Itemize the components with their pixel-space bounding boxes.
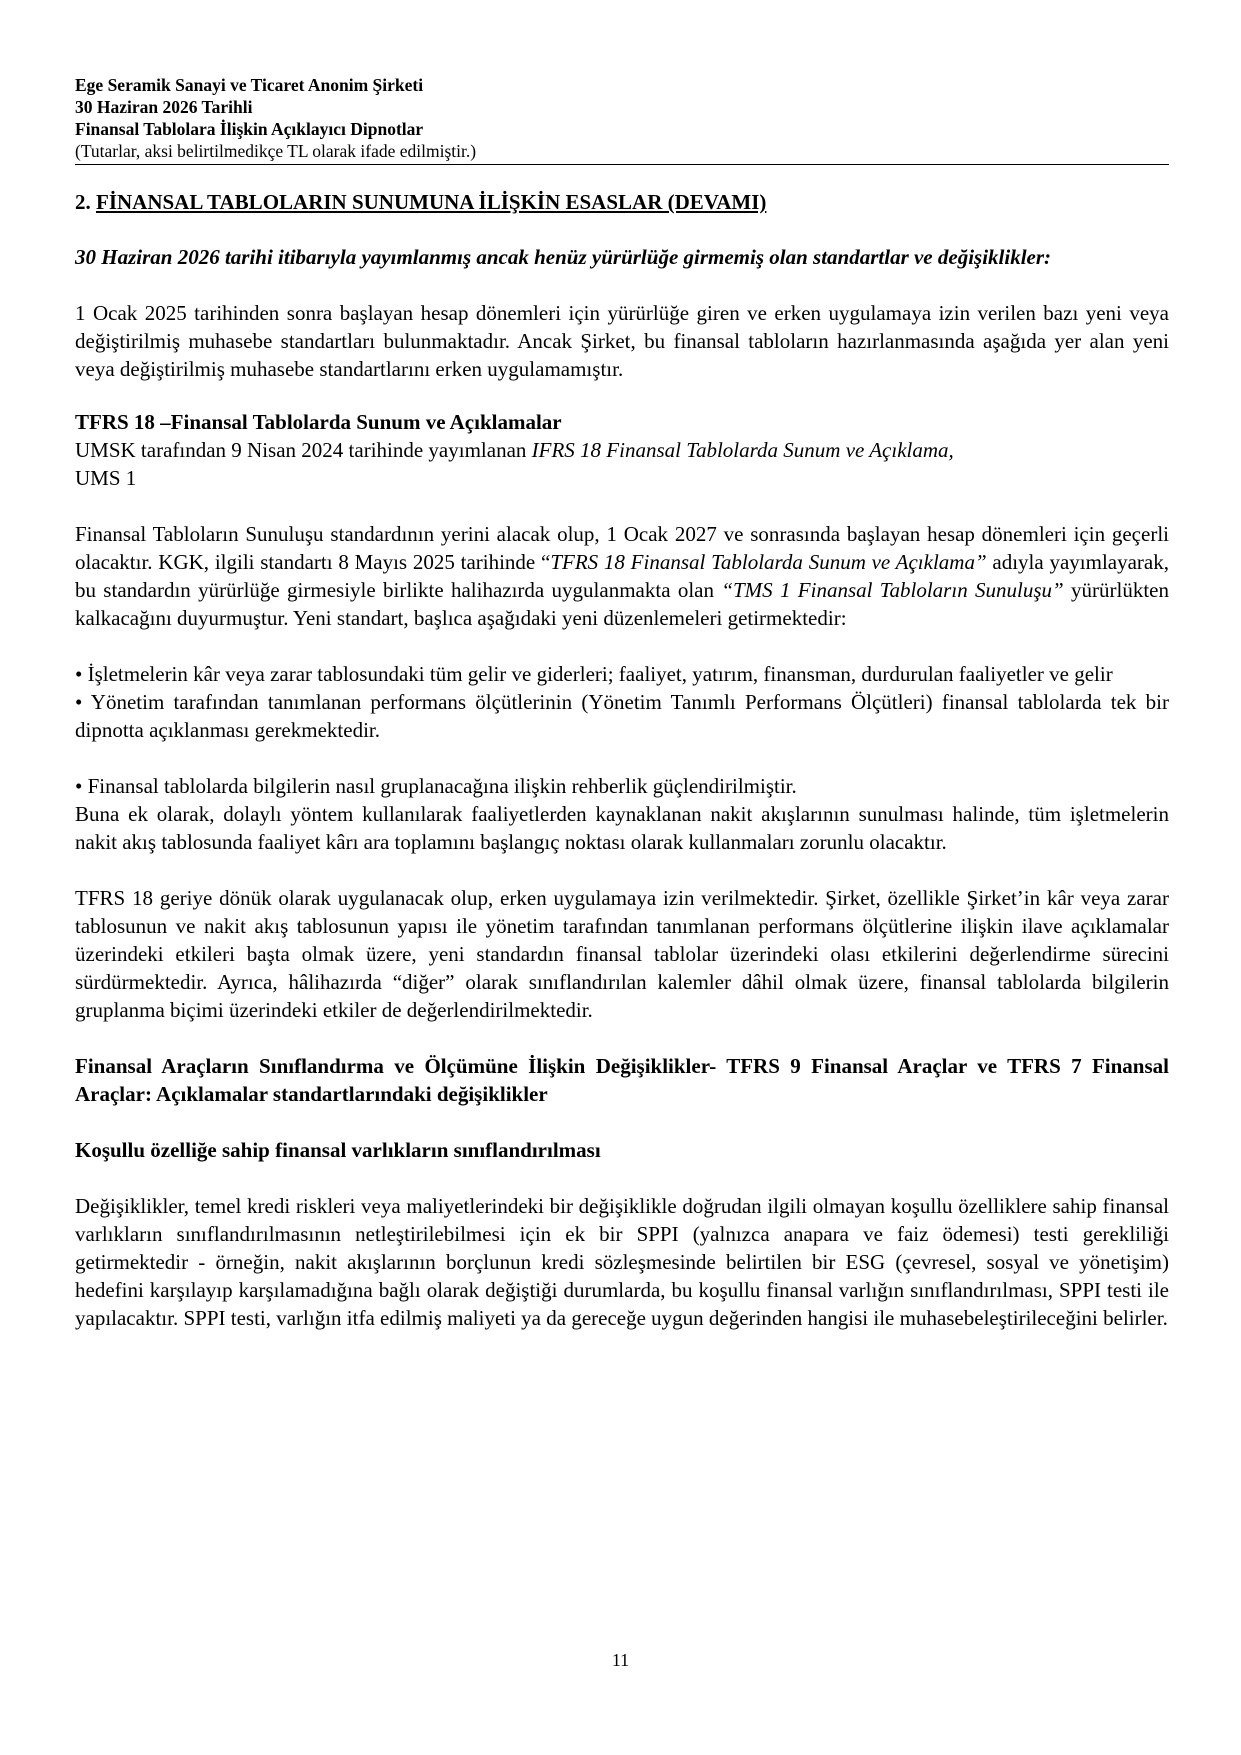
p2-text-a: Finansal Tabloların Sunuluşu standardının yerini alacak olup, 1 Ocak 2027 ve sonrasında başlayan hesap dönemleri için geçerli olacaktır. KGK, ilgili standartı 8 Mayıs 2025 tarihinde “	[75, 522, 1169, 574]
section-title-text: FİNANSAL TABLOLARIN SUNUMUNA İLİŞKİN ESASLAR (DEVAMI)	[96, 190, 767, 214]
tfrs9-paragraph: Değişiklikler, temel kredi riskleri veya maliyetlerindeki bir değişiklikle doğrudan ilgili olmayan koşullu özelliklere sahip finansal varlıkların sınıflandırılmasının netleştirilebilmesi için ek bir SPPI (yalnızca anapara ve faiz ödemesi) testi gerekliliği getirmektedir - örneğin, nakit akışlarının borçlunun kredi sözleşmesinde belirtilen bir ESG (çevresel, sosyal ve yönetişim) hedefini karşılayıp karşılamadığına bağlı olarak değiştiği durumlarda, bu koşullu finansal varlığın sınıflandırılması, SPPI testi ile yapılacaktır. SPPI testi, varlığın itfa edilmiş maliyeti ya da gereceğe uygun değerinden hangisi ile muhasebeleştirileceğini belirler.	[75, 1194, 1169, 1330]
document-header	[75, 74, 1169, 162]
standards-subheading: 30 Haziran 2026 tarihi itibarıyla yayımlanmış ancak henüz yürürlüğe girmemiş olan standartlar ve değişiklikler:	[75, 245, 1052, 269]
page-number: 11	[611, 1650, 630, 1670]
tfrs18-title: TFRS 18 Finansal Tablolarda Sunum ve Açıklama”	[550, 550, 987, 574]
tfrs9-heading: Finansal Araçların Sınıflandırma ve Ölçümüne İlişkin Değişiklikler- TFRS 9 Finansal Araçlar ve TFRS 7 Finansal Araçlar: Açıklamalar standartlarındaki değişiklikler	[75, 1054, 1169, 1106]
tms1-title: “TMS 1 Finansal Tabloların Sunuluşu”	[721, 578, 1064, 602]
ums1-text: UMS 1	[75, 466, 137, 490]
tfrs18-line1	[75, 436, 1169, 492]
tfrs9-subheading: Koşullu özelliğe sahip finansal varlıkların sınıflandırılması	[75, 1138, 601, 1162]
tfrs18-paragraph-3: Buna ek olarak, dolaylı yöntem kullanılarak faaliyetlerden kaynaklanan nakit akışlarının sunulması halinde, tüm işletmelerin nakit akış tablosunda faaliyet kârı ara toplamını başlangıç noktası olarak kullanmaları zorunlu olacaktır.	[75, 802, 1169, 854]
intro-paragraph: 1 Ocak 2025 tarihinden sonra başlayan hesap dönemleri için yürürlüğe giren ve erken uygulamaya izin verilen bazı yeni veya değiştirilmiş muhasebe standartları bulunmaktadır. Ancak Şirket, bu finansal tabloların hazırlanmasında aşağıda yer alan yeni veya değiştirilmiş muhasebe standartlarını erken uygulamamıştır.	[75, 301, 1169, 381]
tfrs18-block	[75, 408, 1169, 1024]
tfrs18-paragraph-2	[75, 520, 1169, 632]
report-title: Finansal Tablolara İlişkin Açıklayıcı Dipnotlar	[75, 119, 424, 139]
tfrs18-heading: TFRS 18 –Finansal Tablolarda Sunum ve Açıklamalar	[75, 410, 562, 434]
bullet-item-2: • Yönetim tarafından tanımlanan performans ölçütlerinin (Yönetim Tanımlı Performans Ölçütleri) finansal tablolarda tek bir dipnotta açıklanması gerekmektedir.	[75, 690, 1169, 742]
section-number: 2.	[75, 190, 91, 214]
header-divider	[75, 164, 1169, 165]
ifrs18-title: IFRS 18 Finansal Tablolarda Sunum ve Açıklama,	[531, 438, 954, 462]
section-title	[75, 190, 1169, 215]
document-page	[75, 74, 1169, 1332]
company-name: Ege Seramik Sanayi ve Ticaret Anonim Şirketi	[75, 75, 424, 95]
bullet-item-1: • İşletmelerin kâr veya zarar tablosundaki tüm gelir ve giderleri; faaliyet, yatırım, finansman, durdurulan faaliyetler ve gelir	[75, 662, 1113, 686]
tfrs18-paragraph-4: TFRS 18 geriye dönük olarak uygulanacak olup, erken uygulamaya izin verilmektedir. Şirket, özellikle Şirket’in kâr veya zarar tablosunun ve nakit akış tablosunun yapısı ile yönetim tarafından tanımlanan performans ölçütlerine ilişkin ilave açıklamalar üzerindeki etkileri başta olmak üzere, yeni standardın finansal tablolar üzerindeki olası etkilerini değerlendirme sürecini sürdürmektedir. Ayrıca, hâlihazırda “diğer” olarak sınıflandırılan kalemler dâhil olmak üzere, finansal tablolarda bilgilerin gruplanma biçimi üzerindeki etkiler de değerlendirilmektedir.	[75, 886, 1169, 1022]
p2-text-b: adıyla yayımlayarak, bu standardın yürürlüğe girmesiyle birlikte halihazırda uygulanmakta olan	[75, 550, 1169, 602]
bullet-item-3: • Finansal tablolarda bilgilerin nasıl gruplanacağına ilişkin rehberlik güçlendirilmiştir.	[75, 774, 797, 798]
p2-text-c: yürürlükten kalkacağını duyurmuştur. Yeni standart, başlıca aşağıdaki yeni düzenlemeleri getirmektedir:	[75, 578, 1169, 630]
tfrs18-line1-text: UMSK tarafından 9 Nisan 2024 tarihinde yayımlanan	[75, 438, 532, 462]
report-date: 30 Haziran 2026 Tarihli	[75, 97, 253, 117]
amount-note: (Tutarlar, aksi belirtilmedikçe TL olarak ifade edilmiştir.)	[75, 141, 477, 161]
